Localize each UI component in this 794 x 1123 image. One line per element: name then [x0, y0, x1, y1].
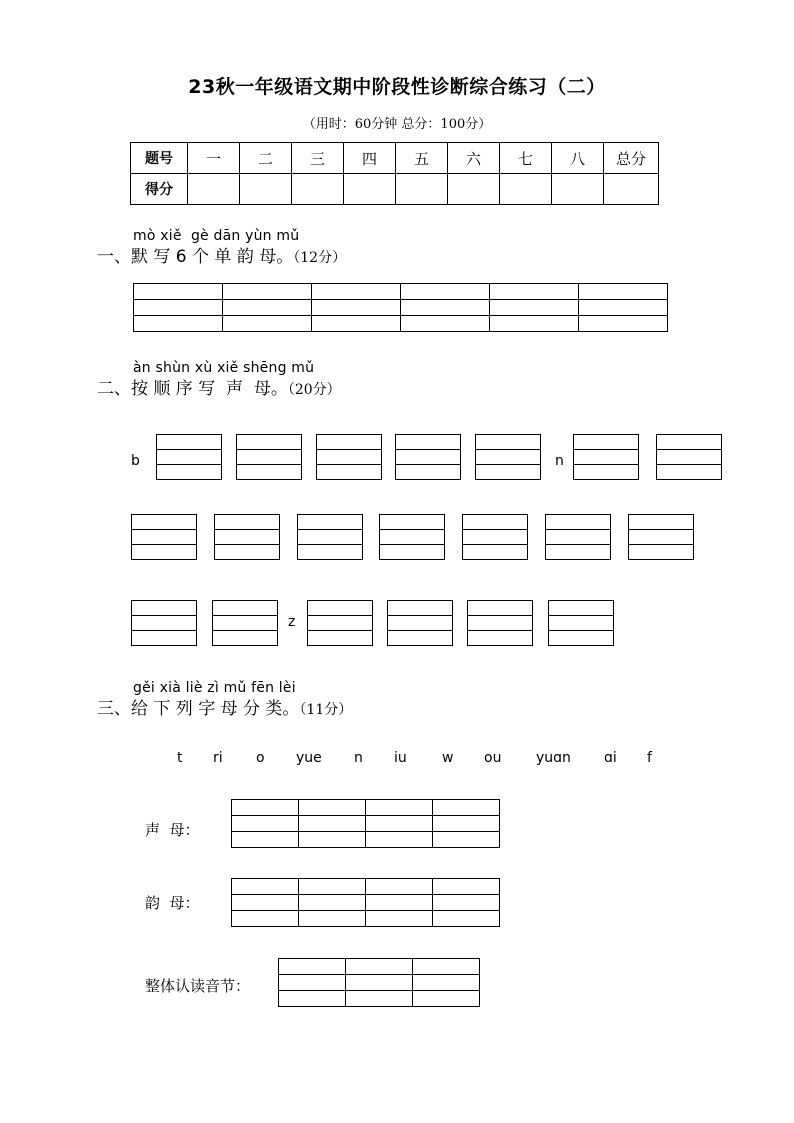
section1-writing-grid[interactable]	[133, 283, 668, 332]
score-table-header-row	[131, 143, 659, 174]
writing-box[interactable]	[548, 600, 614, 646]
score-cell[interactable]	[500, 174, 552, 205]
section1-points: （12分）	[293, 250, 347, 266]
score-table	[130, 142, 659, 205]
letter-item: o	[256, 750, 265, 766]
section2-pinyin: àn shùn xù xiě shēng mǔ	[133, 360, 315, 376]
score-cell[interactable]	[292, 174, 344, 205]
score-col-6: 六	[448, 143, 500, 174]
score-col-4: 四	[344, 143, 396, 174]
score-cell[interactable]	[344, 174, 396, 205]
letter-item: yue	[296, 750, 322, 766]
writing-box[interactable]	[545, 514, 611, 560]
writing-box[interactable]	[297, 514, 363, 560]
writing-box[interactable]	[236, 434, 302, 480]
section1-heading: 一、默 写 6 个 单 韵 母。	[97, 247, 294, 267]
section1-pinyin: mò xiě gè dān yùn mǔ	[133, 228, 300, 244]
letter-item: n	[354, 750, 363, 766]
label-shengmu: 声 母：	[145, 821, 200, 839]
score-table-score-row	[131, 174, 659, 205]
letter-item: f	[647, 750, 652, 766]
page-title: 23秋一年级语文期中阶段性诊断综合练习（二）	[188, 76, 606, 98]
writing-box[interactable]	[131, 514, 197, 560]
section3-points: （11分）	[299, 702, 353, 718]
writing-box[interactable]	[214, 514, 280, 560]
score-col-3: 三	[292, 143, 344, 174]
letter-item: ri	[213, 750, 223, 766]
given-letter-b: b	[131, 453, 140, 469]
section3-pinyin: gěi xià liè zì mǔ fēn lèi	[133, 680, 296, 696]
shengmu-grid[interactable]	[231, 799, 500, 848]
score-col-5: 五	[396, 143, 448, 174]
section3-heading: 三、给 下 列 字 母 分 类。	[97, 699, 300, 719]
yunmu-grid[interactable]	[231, 878, 500, 927]
score-cell[interactable]	[188, 174, 240, 205]
writing-box[interactable]	[387, 600, 453, 646]
writing-box[interactable]	[379, 514, 445, 560]
writing-box[interactable]	[395, 434, 461, 480]
score-col-7: 七	[500, 143, 552, 174]
writing-box[interactable]	[156, 434, 222, 480]
section2-points: （20分）	[287, 382, 341, 398]
letter-item: t	[177, 750, 183, 766]
writing-box[interactable]	[212, 600, 278, 646]
writing-box[interactable]	[656, 434, 722, 480]
letter-item: w	[442, 750, 454, 766]
writing-box[interactable]	[628, 514, 694, 560]
given-letter-z: z	[288, 614, 296, 630]
writing-box[interactable]	[573, 434, 639, 480]
score-col-1: 一	[188, 143, 240, 174]
page-subtitle: （用时：60分钟 总分：100分）	[302, 117, 492, 132]
writing-box[interactable]	[307, 600, 373, 646]
writing-box[interactable]	[462, 514, 528, 560]
letter-item: iu	[394, 750, 407, 766]
section3-heading-line	[97, 694, 352, 719]
section2-heading: 二、按 顺 序 写 声 母。	[97, 379, 288, 399]
given-letter-n: n	[555, 453, 564, 469]
writing-box[interactable]	[131, 600, 197, 646]
section2-heading-line	[97, 374, 341, 399]
score-cell[interactable]	[396, 174, 448, 205]
section1-heading-line	[97, 242, 346, 267]
score-cell[interactable]	[448, 174, 500, 205]
score-cell[interactable]	[552, 174, 604, 205]
letter-item: ou	[484, 750, 502, 766]
writing-box[interactable]	[467, 600, 533, 646]
label-zhengti: 整体认读音节：	[145, 977, 251, 995]
zhengti-grid[interactable]	[278, 958, 480, 1007]
label-yunmu: 韵 母：	[145, 894, 200, 912]
score-cell[interactable]	[604, 174, 659, 205]
score-cell[interactable]	[240, 174, 292, 205]
letter-item: yuɑn	[536, 750, 571, 766]
score-col-total: 总分	[604, 143, 659, 174]
writing-box[interactable]	[316, 434, 382, 480]
score-row-label-score: 得分	[131, 174, 188, 205]
letter-item: ɑi	[604, 750, 617, 766]
writing-box[interactable]	[475, 434, 541, 480]
score-col-8: 八	[552, 143, 604, 174]
score-col-2: 二	[240, 143, 292, 174]
score-row-label-question: 题号	[131, 143, 188, 174]
